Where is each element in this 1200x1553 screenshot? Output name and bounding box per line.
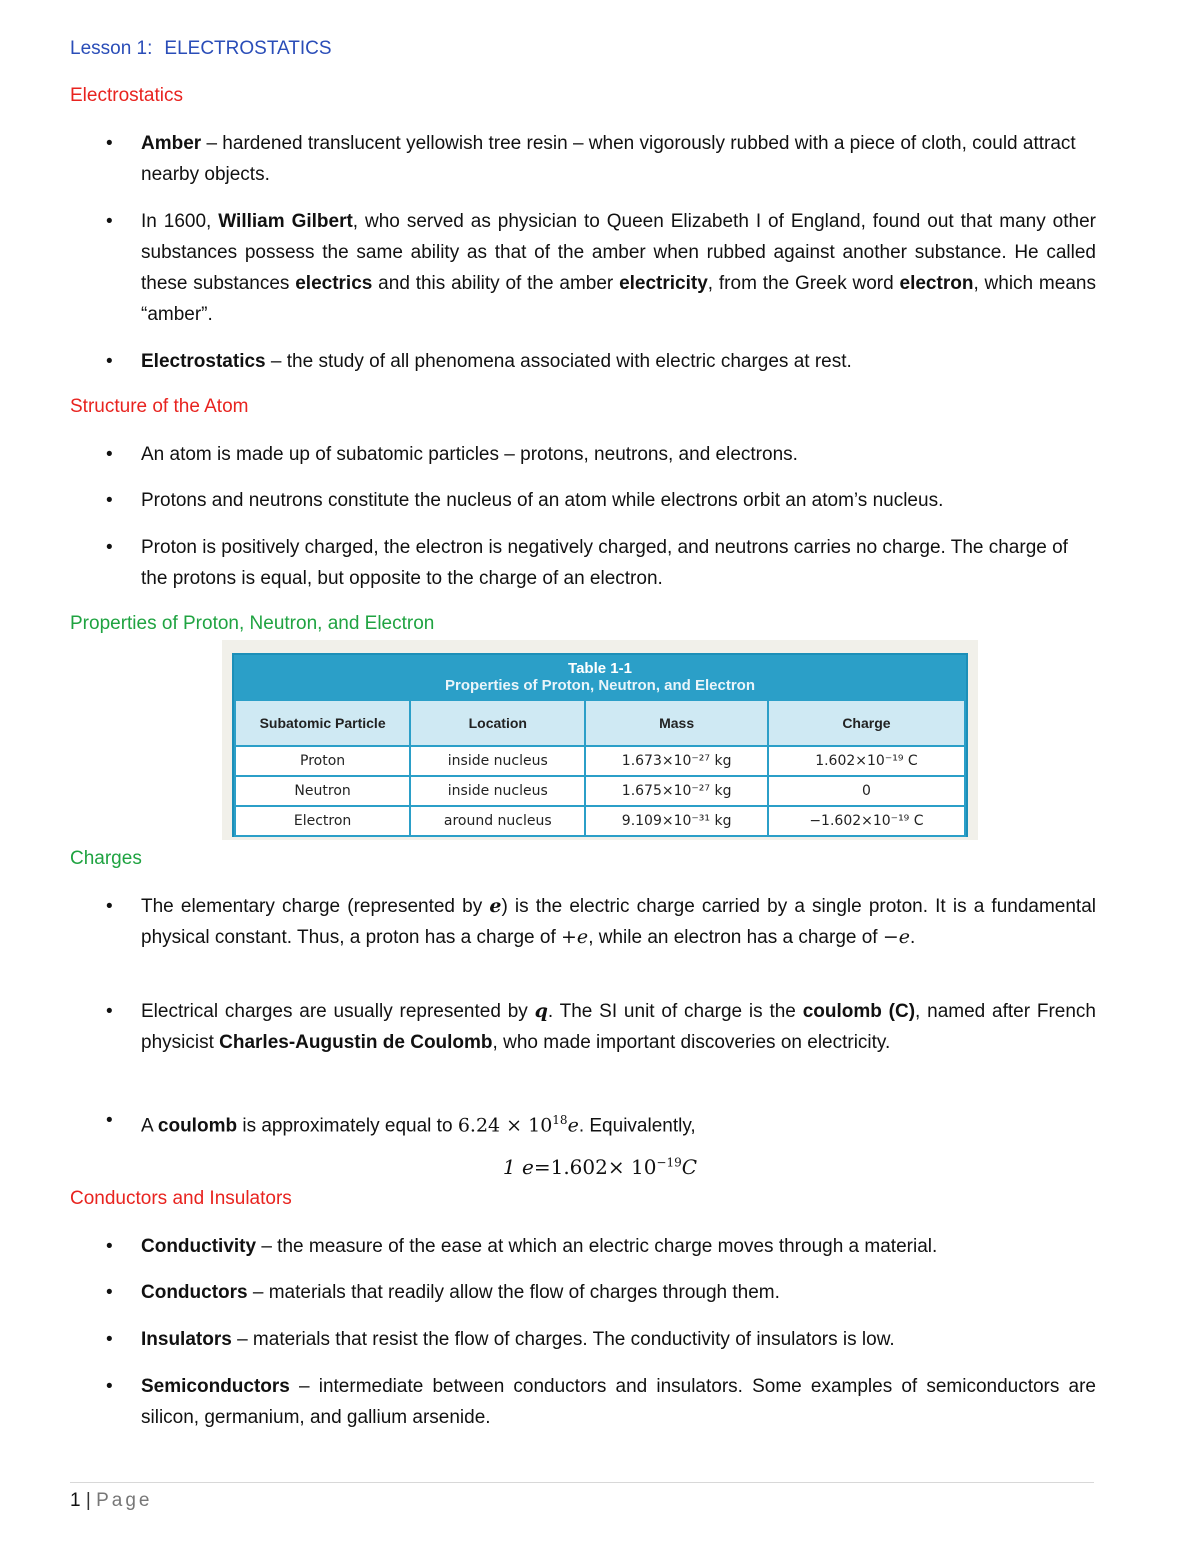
table-caption [234, 655, 966, 699]
lesson-title [70, 38, 332, 60]
section-heading-charges: Charges [70, 848, 142, 869]
table-header: Subatomic Particle [235, 700, 410, 746]
bullet-conductors: • Conductors – materials that readily allow the flow of charges through them. [106, 1282, 780, 1303]
section-heading-properties: Properties of Proton, Neutron, and Electron [70, 613, 435, 634]
table-cell: 1.675×10⁻²⁷ kg [585, 776, 768, 806]
bullet-conductivity: • Conductivity – the measure of the ease at which an electric charge moves through a material. [106, 1236, 938, 1257]
page-number: 1 [70, 1490, 81, 1511]
bullet-electrostatics-definition: • Electrostatics – the study of all phenomena associated with electric charges at rest. [106, 351, 852, 372]
bullet-coulomb-unit: • Electrical charges are usually represented by q. The SI unit of charge is the coulomb (C), named after French physicist Charles-Augustin de Coulomb, who made important discoveries on electricity. [106, 1000, 1096, 1053]
table-cell: −1.602×10⁻¹⁹ C [768, 806, 965, 836]
table-row [235, 776, 965, 806]
table-title: Table 1-1 [568, 660, 632, 677]
table-cell: 9.109×10⁻³¹ kg [585, 806, 768, 836]
table-cell: Electron [235, 806, 410, 836]
table-cell: Neutron [235, 776, 410, 806]
section-heading-electrostatics: Electrostatics [70, 85, 183, 106]
table-subtitle: Properties of Proton, Neutron, and Electron [444, 677, 756, 694]
table-cell: inside nucleus [410, 746, 585, 776]
table-row [235, 746, 965, 776]
table-cell: 1.673×10⁻²⁷ kg [585, 746, 768, 776]
bullet-atom-3: • Proton is positively charged, the electron is negatively charged, and neutrons carries no charge. The charge of the protons is equal, but opposite to the charge of an electron. [106, 537, 1068, 589]
properties-table-image [222, 640, 978, 840]
table-cell: 1.602×10⁻¹⁹ C [768, 746, 965, 776]
table-header: Location [410, 700, 585, 746]
bullet-semiconductors: • Semiconductors – intermediate between conductors and insulators. Some examples of semiconductors are silicon, germanium, and gallium arsenide. [106, 1376, 1096, 1428]
table-cell: around nucleus [410, 806, 585, 836]
lesson-label: Lesson 1: [70, 38, 153, 59]
table-cell: inside nucleus [410, 776, 585, 806]
page-label: Page [96, 1490, 153, 1511]
section-heading-conductors: Conductors and Insulators [70, 1188, 292, 1209]
table-cell: 0 [768, 776, 965, 806]
bullet-atom-1: • An atom is made up of subatomic particles – protons, neutrons, and electrons. [106, 444, 798, 465]
elementary-charge-equation: 1 $e=1.602\times 10^{-19}C$ [502, 1155, 698, 1179]
lesson-topic: ELECTROSTATICS [164, 38, 332, 59]
page-footer [70, 1490, 152, 1512]
bullet-dot: • [106, 133, 113, 154]
footer-separator: | [85, 1490, 91, 1511]
bullet-william-gilbert: • In 1600, William Gilbert, who served as physician to Queen Elizabeth I of England, found out that many other substances possess the same ability as that of the amber when rubbed against another substance. He called these substances electrics and this ability of the amber electricity, from the Greek word electron, which means “amber”. [106, 211, 1096, 325]
table-cell: Proton [235, 746, 410, 776]
section-heading-atom: Structure of the Atom [70, 396, 249, 417]
footer-divider [70, 1482, 1094, 1483]
bullet-atom-2: • Protons and neutrons constitute the nucleus of an atom while electrons orbit an atom’s nucleus. [106, 490, 944, 511]
table-row [235, 806, 965, 836]
properties-table [234, 699, 966, 837]
bullet-elementary-charge: • The elementary charge (represented by e) is the electric charge carried by a single proton. It is a fundamental physical constant. Thus, a proton has a charge of +e, while an electron has a charge of −e. [106, 895, 1097, 948]
bullet-amber: • Amber – hardened translucent yellowish tree resin – when vigorously rubbed with a piece of cloth, could attract nearby objects. [106, 128, 1096, 190]
bullet-coulomb-equivalence: • A coulomb is approximately equal to $6.24 \times 10^{18}e$. Equivalently, [106, 1110, 696, 1137]
table-header: Mass [585, 700, 768, 746]
bullet-insulators: • Insulators – materials that resist the flow of charges. The conductivity of insulators is low. [106, 1329, 895, 1350]
table-header: Charge [768, 700, 965, 746]
